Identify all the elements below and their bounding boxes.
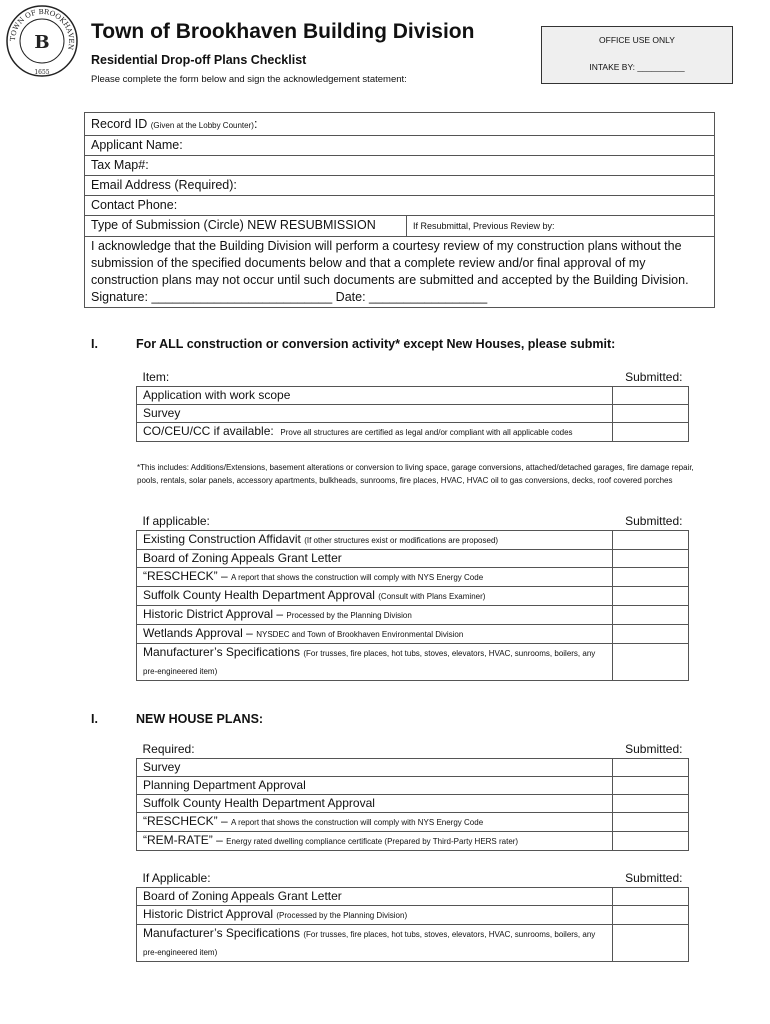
submitted-checkbox[interactable]: [613, 813, 689, 832]
checklist-item: Existing Construction Affidavit (If other structures exist or modifications are proposed): [137, 531, 613, 550]
submitted-checkbox[interactable]: [613, 587, 689, 606]
instructions-text: Please complete the form below and sign the acknowledgement statement:: [91, 74, 407, 85]
submitted-checkbox[interactable]: [613, 405, 689, 423]
submitted-checkbox[interactable]: [613, 568, 689, 587]
svg-text:B: B: [34, 32, 50, 53]
checklist-item: Planning Department Approval: [137, 777, 613, 795]
email-field[interactable]: Email Address (Required):: [85, 176, 715, 196]
submitted-checkbox[interactable]: [613, 925, 689, 962]
submitted-checkbox[interactable]: [613, 795, 689, 813]
svg-text:1655: 1655: [34, 69, 50, 76]
contact-phone-field[interactable]: Contact Phone:: [85, 196, 715, 216]
submitted-header: Submitted:: [625, 514, 683, 528]
submitted-checkbox[interactable]: [613, 625, 689, 644]
checklist-item: Application with work scope: [137, 387, 613, 405]
checklist-item: Historic District Approval (Processed by the Planning Division): [137, 906, 613, 925]
checklist-item: CO/CEU/CC if available: Prove all structures are certified as legal and/or compliant with all applicable codes: [137, 423, 613, 442]
checklist-item: Survey: [137, 759, 613, 777]
town-seal-logo: [5, 4, 79, 78]
checklist-item: Suffolk County Health Department Approval (Consult with Plans Examiner): [137, 587, 613, 606]
section-1-items-table: [136, 369, 689, 442]
acknowledgement-text: I acknowledge that the Building Division will perform a courtesy review of my construction plans without the submission of the specified documents below and that a complete review and/or final approval of my construction plans may not occur until such documents are submitted and accepted by the Building Division.: [91, 239, 689, 287]
checklist-item: “RESCHECK” – A report that shows the construction will comply with NYS Energy Code: [137, 568, 613, 587]
submitted-checkbox[interactable]: [613, 888, 689, 906]
activity-footnote: *This includes: Additions/Extensions, basement alterations or conversion to living space, garage conversions, attached/detached garages, fire damage repair, pools, rentals, solar panels, accessory apartments, bulkheads, sunrooms, fire places, HVAC, HVAC oil to gas conversions, decks, roof covered porches: [137, 463, 694, 485]
new-house-required-table: [136, 741, 689, 851]
section-2-number: I.: [91, 712, 98, 726]
intake-by-field[interactable]: INTAKE BY: __________: [589, 62, 685, 72]
applicant-info-table: [84, 112, 715, 308]
submitted-checkbox[interactable]: [613, 832, 689, 851]
checklist-item: Manufacturer’s Specifications (For trusses, fire places, hot tubs, stoves, elevators, HVAC, sunrooms, boilers, any pre-engineered item): [137, 644, 613, 681]
page-title: Town of Brookhaven Building Division: [91, 20, 475, 43]
office-use-label: OFFICE USE ONLY: [599, 35, 675, 45]
section-1-title: For ALL construction or conversion activity* except New Houses, please submit:: [136, 337, 616, 351]
submitted-checkbox[interactable]: [613, 387, 689, 405]
record-id-note: (Given at the Lobby Counter): [150, 121, 254, 130]
submitted-checkbox[interactable]: [613, 644, 689, 681]
page-subtitle: Residential Drop-off Plans Checklist: [91, 53, 307, 67]
checklist-item: “RESCHECK” – A report that shows the construction will comply with NYS Energy Code: [137, 813, 613, 832]
new-house-applicable-table: [136, 870, 689, 962]
submitted-header: Submitted:: [625, 871, 683, 885]
checklist-item: Suffolk County Health Department Approval: [137, 795, 613, 813]
section-2-title: NEW HOUSE PLANS:: [136, 712, 264, 726]
previous-review-field[interactable]: If Resubmittal, Previous Review by:: [407, 216, 715, 237]
submitted-checkbox[interactable]: [613, 531, 689, 550]
checklist-item: “REM-RATE” – Energy rated dwelling compliance certificate (Prepared by Third-Party HERS rater): [137, 832, 613, 851]
record-id-label: Record ID: [91, 117, 148, 131]
if-applicable-header: If Applicable:: [137, 870, 613, 888]
checklist-item: Board of Zoning Appeals Grant Letter: [137, 550, 613, 568]
checklist-item: Wetlands Approval – NYSDEC and Town of Brookhaven Environmental Division: [137, 625, 613, 644]
submitted-header: Submitted:: [625, 742, 683, 756]
submitted-checkbox[interactable]: [613, 606, 689, 625]
checklist-item: Survey: [137, 405, 613, 423]
svg-text:TOWN OF BROOKHAVEN: TOWN OF BROOKHAVEN: [8, 7, 76, 51]
checklist-item: Board of Zoning Appeals Grant Letter: [137, 888, 613, 906]
section-1-applicable-table: [136, 513, 689, 681]
submitted-header: Submitted:: [625, 370, 683, 384]
checklist-item: Historic District Approval – Processed by the Planning Division: [137, 606, 613, 625]
submission-type-field[interactable]: Type of Submission (Circle) NEW RESUBMISSION: [85, 216, 407, 237]
submitted-checkbox[interactable]: [613, 759, 689, 777]
submitted-checkbox[interactable]: [613, 550, 689, 568]
record-id-field[interactable]: Record ID (Given at the Lobby Counter):: [85, 113, 715, 136]
signature-line[interactable]: Signature: __________________________ Date: _________________: [91, 290, 488, 304]
section-1-number: I.: [91, 337, 98, 351]
submitted-checkbox[interactable]: [613, 906, 689, 925]
item-header: Item:: [137, 369, 613, 387]
applicant-name-field[interactable]: Applicant Name:: [85, 136, 715, 156]
required-header: Required:: [137, 741, 613, 759]
office-use-box: [541, 26, 733, 84]
submitted-checkbox[interactable]: [613, 777, 689, 795]
tax-map-field[interactable]: Tax Map#:: [85, 156, 715, 176]
submitted-checkbox[interactable]: [613, 423, 689, 442]
checklist-item: Manufacturer’s Specifications (For trusses, fire places, hot tubs, stoves, elevators, HVAC, sunrooms, boilers, any pre-engineered item): [137, 925, 613, 962]
if-applicable-header: If applicable:: [137, 513, 613, 531]
acknowledgement-block: [85, 237, 715, 308]
